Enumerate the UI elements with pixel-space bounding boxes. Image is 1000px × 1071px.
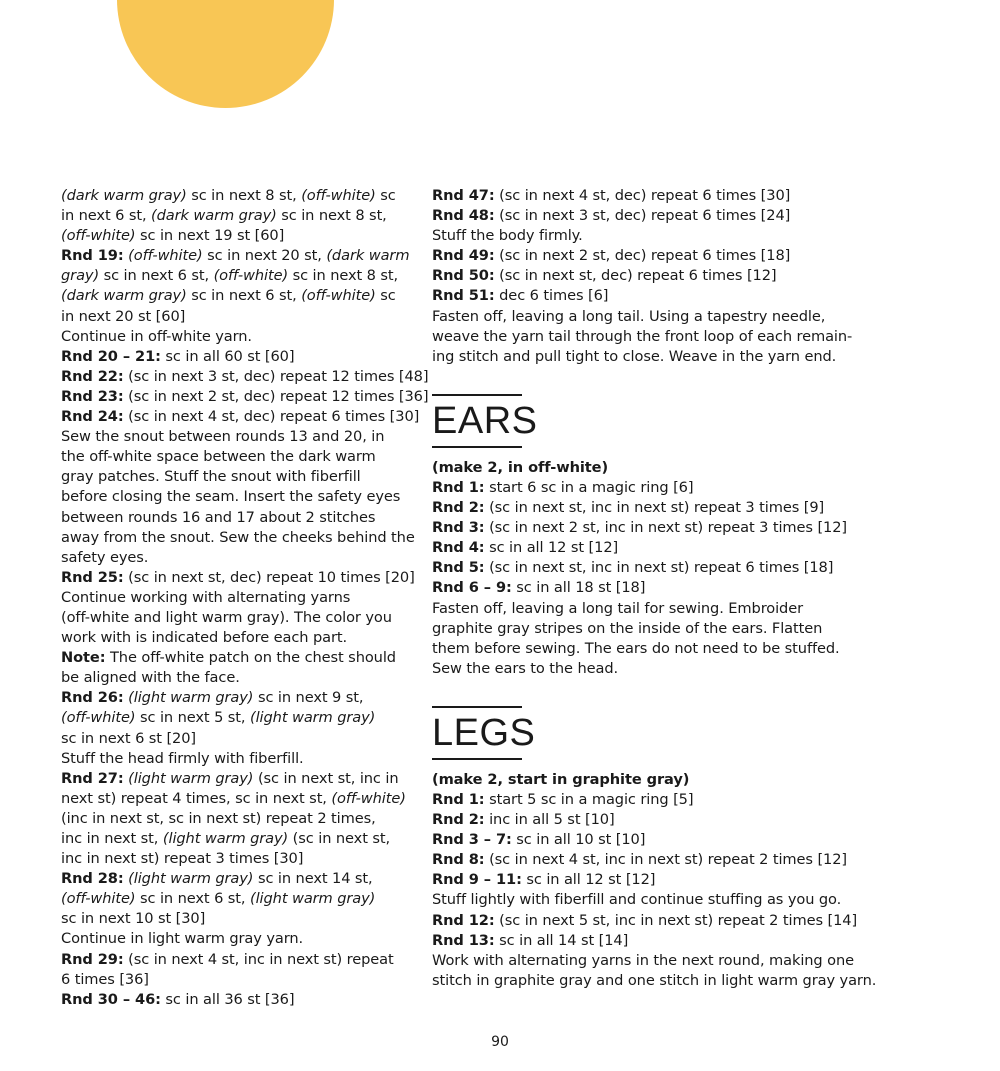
italic-run: (light warm gray): [250, 890, 376, 908]
bold-run: Rnd 13:: [432, 931, 495, 949]
text-line: [61, 246, 421, 266]
text-run: gray patches. Stuff the snout with fiberfill: [61, 468, 361, 486]
text-run: (sc in next 3 st, dec) repeat 12 times [48]: [123, 367, 429, 385]
text-line: [432, 639, 882, 659]
text-line: [432, 478, 882, 498]
text-line: [432, 538, 882, 558]
text-run: inc in all 5 st [10]: [484, 811, 615, 829]
italic-run: gray): [61, 267, 100, 285]
ears-heading-rule-top: [432, 394, 522, 396]
text-run: sc in next 6 st,: [135, 890, 250, 908]
text-line: [432, 971, 882, 991]
text-run: sc in all 12 st [12]: [484, 539, 619, 557]
text-line: [61, 487, 421, 507]
text-run: sc in next 6 st,: [186, 287, 302, 305]
text-run: (inc in next st, sc in next st) repeat 2 times,: [61, 809, 376, 827]
italic-run: (dark warm gray): [151, 207, 277, 225]
text-run: sc: [375, 287, 396, 305]
text-line: [432, 810, 882, 830]
text-run: inc in next st,: [61, 830, 163, 847]
bold-run: Rnd 19:: [61, 247, 124, 265]
text-line: [432, 458, 882, 478]
text-line: [61, 528, 421, 548]
italic-run: (off-white): [301, 287, 376, 305]
text-line: [432, 870, 882, 890]
text-line: [61, 909, 421, 929]
text-run: stitch in graphite gray and one stitch in light warm gray yarn.: [432, 971, 877, 989]
text-line: [61, 427, 421, 447]
text-line: [432, 246, 882, 266]
text-run: in next 20 st [60]: [61, 307, 186, 325]
text-line: [61, 809, 421, 829]
text-run: (off-white and light warm gray). The color you: [61, 608, 392, 626]
text-run: Continue in off-white yarn.: [61, 327, 252, 345]
text-line: [61, 869, 421, 889]
text-line: [432, 286, 882, 306]
text-run: sc in all 10 st [10]: [511, 831, 646, 849]
text-run: Continue working with alternating yarns: [61, 588, 351, 606]
text-line: [432, 307, 882, 327]
text-line: [432, 186, 882, 206]
bold-run: Rnd 23:: [61, 387, 124, 405]
text-line: [432, 518, 882, 538]
text-line: [432, 599, 882, 619]
italic-run: (dark warm: [326, 247, 410, 265]
text-run: them before sewing. The ears do not need to be stuffed.: [432, 639, 840, 657]
text-run: before closing the seam. Insert the safety eyes: [61, 488, 401, 506]
text-line: [61, 970, 421, 990]
italic-run: (dark warm gray): [61, 187, 187, 204]
right-column: [432, 186, 882, 991]
text-line: [432, 498, 882, 518]
text-run: between rounds 16 and 17 about 2 stitches: [61, 508, 376, 526]
text-run: Sew the snout between rounds 13 and 20, in: [61, 428, 385, 446]
text-run: (sc in next 5 st, inc in next st) repeat 2 times [14]: [494, 911, 858, 929]
bold-run: Rnd 48:: [432, 207, 495, 225]
text-line: [432, 951, 882, 971]
text-line: [432, 911, 882, 931]
text-run: (sc in next st, inc in: [253, 769, 399, 787]
text-run: the off-white space between the dark warm: [61, 448, 376, 466]
left-column: [61, 186, 429, 1010]
text-run: (sc in next st, dec) repeat 6 times [12]: [494, 267, 777, 285]
text-run: sc in next 9 st,: [253, 689, 364, 707]
text-run: Fasten off, leaving a long tail for sewing. Embroider: [432, 599, 803, 617]
text-run: sc in next 14 st,: [253, 870, 373, 888]
text-run: ing stitch and pull tight to close. Weave in the yarn end.: [432, 347, 837, 365]
ears-section-header: [432, 394, 882, 448]
text-line: [61, 829, 421, 849]
ears-heading-rule-bottom: [432, 446, 522, 448]
bold-run: Note:: [61, 649, 106, 667]
text-line: [432, 850, 882, 870]
legs-heading: LEGS: [432, 711, 536, 754]
italic-run: (off-white): [331, 789, 406, 807]
text-run: sc in next 8 st,: [186, 187, 302, 204]
text-run: (sc in next 4 st, inc in next st) repeat 2 times [12]: [484, 851, 848, 869]
bold-run: Rnd 3:: [432, 519, 485, 537]
text-run: Continue in light warm gray yarn.: [61, 930, 304, 948]
text-run: sc in all 18 st [18]: [511, 579, 646, 597]
text-line: [61, 608, 421, 628]
text-line: [432, 347, 882, 367]
italic-run: (light warm gray): [128, 689, 254, 707]
text-line: [432, 266, 882, 286]
text-run: (sc in next 4 st, dec) repeat 6 times [30]: [123, 408, 420, 426]
text-run: sc: [375, 187, 396, 204]
italic-run: (off-white): [61, 709, 136, 727]
bold-run: Rnd 12:: [432, 911, 495, 929]
text-line: [61, 889, 421, 909]
body-finish-instructions: [432, 186, 882, 367]
bold-run: Rnd 8:: [432, 851, 485, 869]
text-line: [432, 327, 882, 347]
text-run: sc in next 8 st,: [276, 207, 387, 225]
bold-run: Rnd 2:: [432, 811, 485, 829]
text-line: [61, 729, 421, 749]
text-line: [61, 708, 421, 728]
text-line: [61, 447, 421, 467]
text-run: work with is indicated before each part.: [61, 629, 348, 647]
text-run: Sew the ears to the head.: [432, 659, 619, 677]
text-run: (sc in next st, inc in next st) repeat 3 times [9]: [484, 499, 825, 517]
bold-run: Rnd 28:: [61, 870, 124, 888]
text-line: [61, 769, 421, 789]
text-run: sc in next 19 st [60]: [135, 227, 285, 245]
text-run: next st) repeat 4 times, sc in next st,: [61, 789, 332, 807]
text-line: [61, 929, 421, 949]
italic-run: (light warm gray): [250, 709, 376, 727]
text-line: [61, 307, 421, 327]
text-run: dec 6 times [6]: [494, 287, 609, 305]
italic-run: (off-white): [61, 227, 136, 245]
bold-run: Rnd 1:: [432, 478, 485, 496]
italic-run: (light warm gray): [128, 769, 254, 787]
text-line: [61, 407, 421, 427]
text-line: [61, 367, 429, 387]
text-run: sc in next 8 st,: [288, 267, 399, 285]
text-run: start 6 sc in a magic ring [6]: [484, 478, 694, 496]
italic-run: (off-white): [301, 187, 376, 204]
ears-instructions: [432, 458, 882, 679]
text-run: weave the yarn tail through the front loop of each remain-: [432, 327, 853, 345]
text-line: [61, 186, 421, 206]
text-line: [61, 588, 421, 608]
ears-heading: EARS: [432, 399, 538, 442]
text-line: [61, 347, 421, 367]
italic-run: (dark warm gray): [61, 287, 187, 305]
text-run: 6 times [36]: [61, 970, 149, 988]
bold-run: (make 2, start in graphite gray): [432, 770, 690, 788]
text-run: sc in next 6 st [20]: [61, 729, 197, 747]
bold-run: Rnd 49:: [432, 247, 495, 265]
text-line: [61, 789, 421, 809]
text-run: sc in all 36 st [36]: [160, 990, 295, 1008]
text-line: [61, 226, 421, 246]
text-run: (sc in next 2 st, inc in next st) repeat 3 times [12]: [484, 519, 848, 537]
text-run: Stuff the head firmly with fiberfill.: [61, 749, 304, 767]
text-line: [61, 206, 421, 226]
italic-run: (light warm gray): [162, 830, 289, 847]
text-run: Stuff the body firmly.: [432, 227, 583, 245]
text-line: [432, 619, 882, 639]
bold-run: Rnd 29:: [61, 950, 124, 968]
text-run: (sc in next st, dec) repeat 10 times [20]: [123, 568, 415, 586]
italic-run: (light warm gray): [128, 870, 254, 888]
text-line: [432, 226, 882, 246]
bold-run: Rnd 9 – 11:: [432, 871, 522, 889]
text-line: [432, 558, 882, 578]
bold-run: Rnd 20 – 21:: [61, 347, 161, 365]
italic-run: (off-white): [213, 267, 289, 285]
bold-run: Rnd 6 – 9:: [432, 579, 512, 597]
bold-run: Rnd 5:: [432, 559, 485, 577]
text-line: [61, 849, 421, 869]
text-line: [61, 387, 429, 407]
legs-heading-rule-top: [432, 706, 522, 708]
bold-run: Rnd 2:: [432, 499, 485, 517]
text-run: The off-white patch on the chest should: [105, 649, 396, 667]
bold-run: Rnd 26:: [61, 689, 124, 707]
bold-run: Rnd 27:: [61, 769, 124, 787]
italic-run: (off-white): [61, 890, 136, 908]
page-number: 90: [491, 1034, 509, 1050]
bold-run: Rnd 22:: [61, 367, 124, 385]
bold-run: Rnd 47:: [432, 187, 495, 204]
text-line: [61, 688, 421, 708]
text-run: graphite gray stripes on the inside of the ears. Flatten: [432, 619, 823, 637]
text-line: [61, 749, 421, 769]
bold-run: Rnd 4:: [432, 539, 485, 557]
text-run: Stuff lightly with fiberfill and continue stuffing as you go.: [432, 891, 842, 909]
text-line: [61, 668, 421, 688]
text-line: [61, 950, 421, 970]
text-line: [432, 830, 882, 850]
text-run: start 5 sc in a magic ring [5]: [484, 790, 694, 808]
text-run: (sc in next st, inc in next st) repeat 6 times [18]: [484, 559, 834, 577]
text-run: sc in all 14 st [14]: [494, 931, 629, 949]
legs-section-header: [432, 706, 882, 760]
text-line: [432, 931, 882, 951]
text-line: [432, 790, 882, 810]
bold-run: Rnd 50:: [432, 267, 495, 285]
text-line: [61, 327, 421, 347]
text-run: Work with alternating yarns in the next round, making one: [432, 951, 854, 969]
bold-run: Rnd 51:: [432, 287, 495, 305]
text-line: [61, 508, 421, 528]
italic-run: (off-white): [128, 247, 203, 265]
text-run: be aligned with the face.: [61, 669, 240, 687]
bold-run: Rnd 1:: [432, 790, 485, 808]
text-run: sc in next 5 st,: [135, 709, 250, 727]
text-run: (sc in next 3 st, dec) repeat 6 times [24]: [494, 207, 791, 225]
text-line: [61, 990, 421, 1010]
text-line: [61, 286, 421, 306]
text-line: [432, 206, 882, 226]
bold-run: Rnd 30 – 46:: [61, 990, 161, 1008]
text-run: (sc in next 2 st, dec) repeat 6 times [18]: [494, 247, 791, 265]
text-line: [61, 628, 421, 648]
text-line: [432, 890, 882, 910]
text-line: [61, 568, 421, 588]
decorative-circle: [117, 0, 334, 108]
text-run: safety eyes.: [61, 548, 149, 566]
text-run: Fasten off, leaving a long tail. Using a tapestry needle,: [432, 307, 826, 325]
bold-run: (make 2, in off-white): [432, 458, 609, 476]
text-line: [432, 659, 882, 679]
text-run: (sc in next 2 st, dec) repeat 12 times [36]: [123, 387, 429, 405]
text-run: (sc in next 4 st, dec) repeat 6 times [30]: [494, 187, 791, 204]
text-line: [432, 578, 882, 598]
legs-instructions: [432, 770, 882, 991]
bold-run: Rnd 24:: [61, 408, 124, 426]
text-run: sc in next 6 st,: [99, 267, 214, 285]
text-line: [61, 648, 421, 668]
text-run: sc in next 20 st,: [202, 247, 327, 265]
text-line: [61, 266, 421, 286]
text-run: sc in next 10 st [30]: [61, 910, 206, 928]
text-run: inc in next st) repeat 3 times [30]: [61, 850, 304, 868]
text-run: away from the snout. Sew the cheeks behind the: [61, 528, 415, 546]
text-line: [61, 467, 421, 487]
text-run: (sc in next 4 st, inc in next st) repeat: [123, 950, 394, 968]
text-run: sc in all 12 st [12]: [521, 871, 656, 889]
bold-run: Rnd 3 – 7:: [432, 831, 512, 849]
text-run: sc in all 60 st [60]: [160, 347, 295, 365]
text-run: in next 6 st,: [61, 207, 152, 225]
text-line: [432, 770, 882, 790]
text-run: (sc in next st,: [288, 830, 391, 847]
text-line: [61, 548, 421, 568]
legs-heading-rule-bottom: [432, 758, 522, 760]
bold-run: Rnd 25:: [61, 568, 124, 586]
